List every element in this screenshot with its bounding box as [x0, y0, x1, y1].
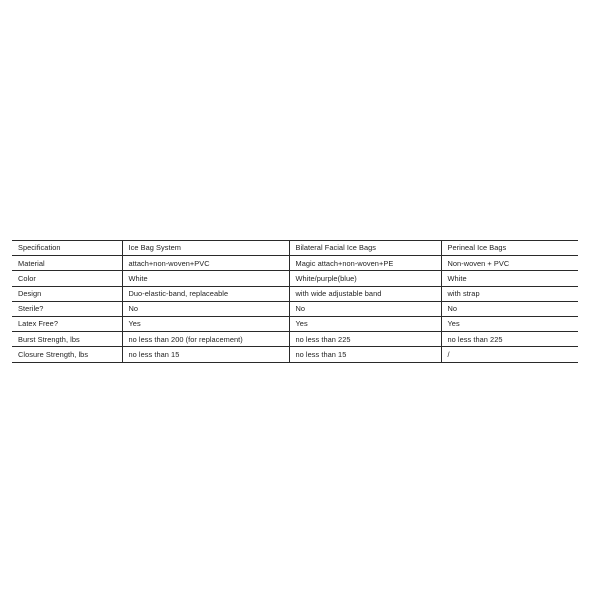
table-cell: no less than 15 — [289, 347, 441, 362]
table-cell: no less than 225 — [289, 332, 441, 347]
header-ice-bag-system: Ice Bag System — [122, 241, 289, 256]
table-cell: with strap — [441, 286, 578, 301]
table-cell: / — [441, 347, 578, 362]
table-row — [12, 301, 578, 316]
table-cell: no less than 15 — [122, 347, 289, 362]
table-row — [12, 316, 578, 331]
header-bilateral-facial-ice-bags: Bilateral Facial Ice Bags — [289, 241, 441, 256]
table-cell: White — [441, 271, 578, 286]
row-label: Closure Strength, lbs — [12, 347, 122, 362]
table-cell: attach+non-woven+PVC — [122, 256, 289, 271]
table-cell: Non-woven + PVC — [441, 256, 578, 271]
row-label: Burst Strength, lbs — [12, 332, 122, 347]
table-cell: with wide adjustable band — [289, 286, 441, 301]
table-cell: Duo-elastic-band, replaceable — [122, 286, 289, 301]
specification-table — [12, 240, 578, 363]
header-specification: Specification — [12, 241, 122, 256]
table-cell: no less than 225 — [441, 332, 578, 347]
table-cell: no less than 200 (for replacement) — [122, 332, 289, 347]
table-header-row — [12, 241, 578, 256]
row-label: Color — [12, 271, 122, 286]
table-row — [12, 256, 578, 271]
table-cell: Yes — [122, 316, 289, 331]
table-cell: White — [122, 271, 289, 286]
table-cell: Yes — [441, 316, 578, 331]
table-row — [12, 286, 578, 301]
row-label: Design — [12, 286, 122, 301]
header-perineal-ice-bags: Perineal Ice Bags — [441, 241, 578, 256]
table-cell: No — [122, 301, 289, 316]
table-row — [12, 332, 578, 347]
table-row — [12, 271, 578, 286]
table-cell: Magic attach+non-woven+PE — [289, 256, 441, 271]
table-cell: White/purple(blue) — [289, 271, 441, 286]
table-cell: Yes — [289, 316, 441, 331]
table-cell: No — [289, 301, 441, 316]
table-cell: No — [441, 301, 578, 316]
row-label: Material — [12, 256, 122, 271]
table-row — [12, 347, 578, 362]
row-label: Latex Free? — [12, 316, 122, 331]
row-label: Sterile? — [12, 301, 122, 316]
